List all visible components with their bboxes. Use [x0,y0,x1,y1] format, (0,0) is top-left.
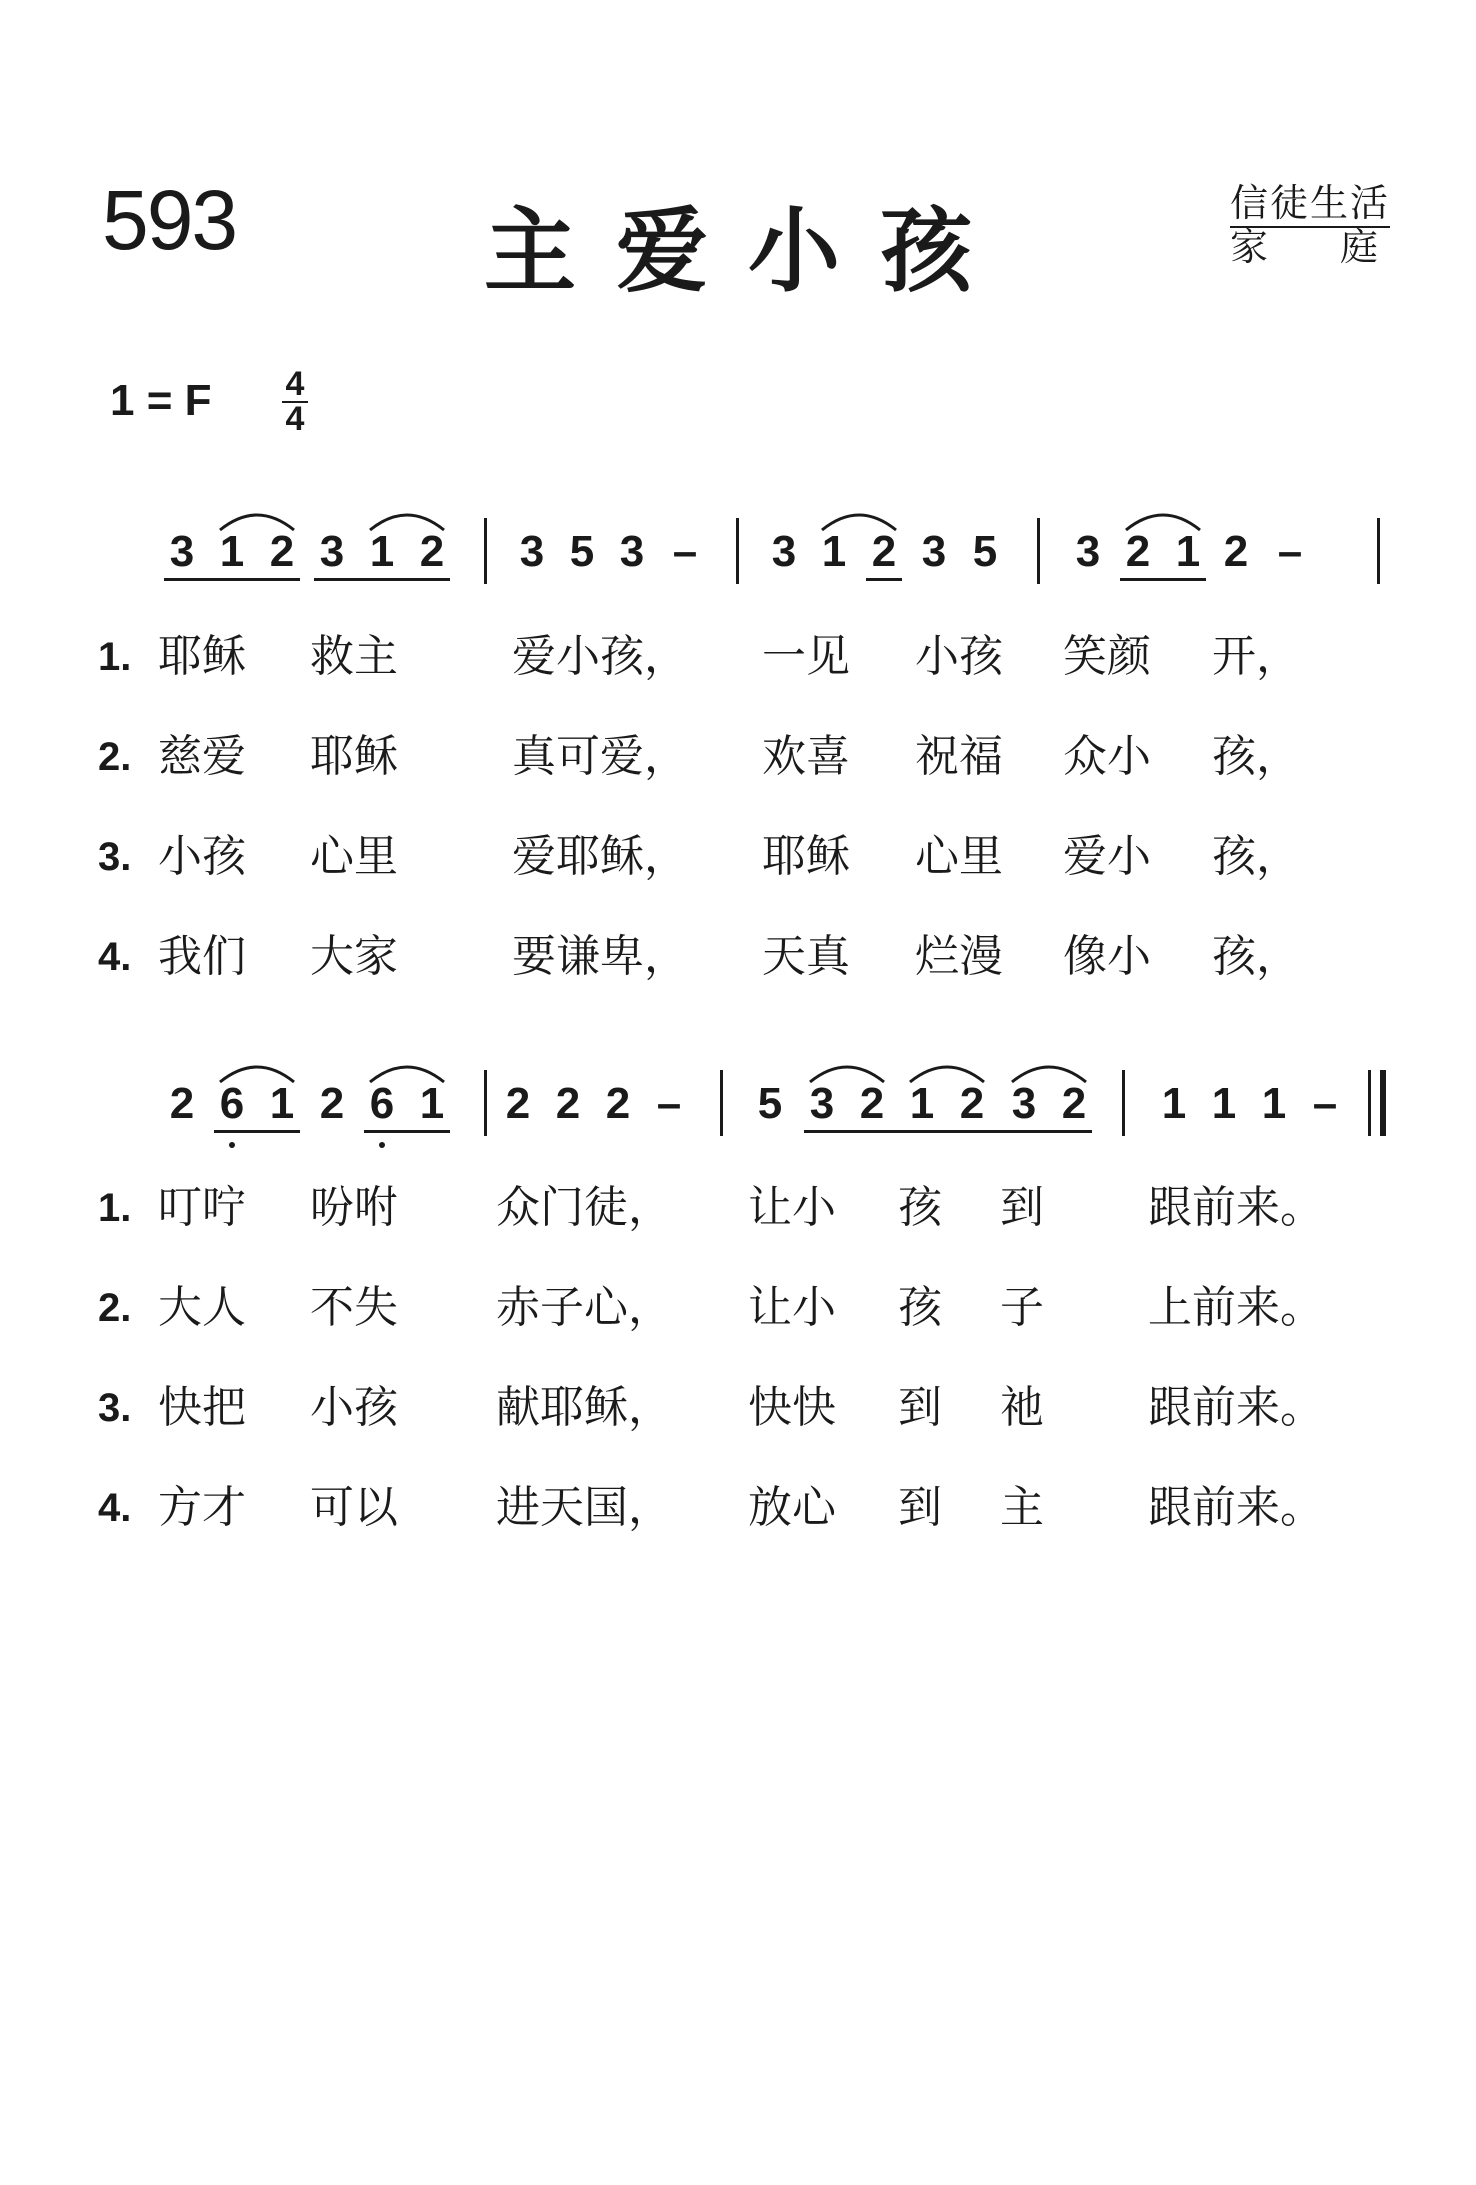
final-barline [1380,1070,1386,1136]
note: 2 [1125,527,1151,576]
lyric-word: 献耶稣， [496,1382,672,1433]
verse-number: 4. [98,935,132,979]
subcategory-left: 家 [1230,225,1269,269]
lyric-word: 爱小孩， [512,631,688,682]
note: – [1277,527,1303,576]
note: 6 [219,1079,245,1128]
lyric-word: 孩， [1212,931,1300,982]
lyric-word: 烂漫 [915,931,1003,982]
lyric-word: 耶稣 [310,731,398,782]
lyric-word: 可以 [310,1482,398,1533]
note: 2 [419,527,445,576]
beam-underline [314,578,450,581]
note: 3 [1011,1079,1037,1128]
lyric-word: 大人 [158,1282,246,1333]
lyric-word: 不失 [310,1282,398,1333]
lyric-word: 放心 [748,1482,836,1533]
note: 3 [771,527,797,576]
beam-underline [804,1130,1092,1133]
lyric-word: 心里 [915,831,1003,882]
lyric-word: 到 [898,1382,942,1433]
verse-number: 1. [98,1186,132,1230]
lyric-word: 像小 [1063,931,1151,982]
note: 1 [419,1079,445,1128]
lyric-word: 欢喜 [762,731,850,782]
lyric-word: 爱耶稣， [512,831,688,882]
beam-underline [866,578,902,581]
barline [1037,518,1040,584]
barline [1377,518,1380,584]
note: 2 [605,1079,631,1128]
lyric-word: 大家 [310,931,398,982]
lyric-word: 快快 [748,1382,836,1433]
note: 2 [555,1079,581,1128]
lyric-word: 祝福 [915,731,1003,782]
lyric-word: 跟前来。 [1148,1482,1324,1533]
note: 2 [269,527,295,576]
lyric-word: 孩， [1212,831,1300,882]
verse-number: 4. [98,1486,132,1530]
note: – [1312,1079,1338,1128]
lyric-word: 跟前来。 [1148,1382,1324,1433]
note: – [672,527,698,576]
note: 3 [169,527,195,576]
beam-underline [364,1130,450,1133]
note: 2 [859,1079,885,1128]
lyric-word: 一见 [762,631,850,682]
note: 1 [269,1079,295,1128]
verse-number: 1. [98,635,132,679]
barline [484,1070,487,1136]
note: 3 [319,527,345,576]
lyric-word: 孩 [898,1182,942,1233]
lyric-word: 叮咛 [158,1182,246,1233]
lyric-word: 天真 [762,931,850,982]
lyric-word: 到 [898,1482,942,1533]
hymn-number: 593 [102,173,237,267]
note: 5 [972,527,998,576]
verse-number: 2. [98,735,132,779]
note: 3 [809,1079,835,1128]
note: 3 [1075,527,1101,576]
barline [720,1070,723,1136]
beam-underline [1120,578,1206,581]
barline [1122,1070,1125,1136]
note: 2 [505,1079,531,1128]
barline [736,518,739,584]
note: 5 [569,527,595,576]
lyric-word: 耶稣 [762,831,850,882]
note: 1 [1175,527,1201,576]
note: 1 [1211,1079,1237,1128]
beam-underline [164,578,300,581]
note: 2 [319,1079,345,1128]
lyric-word: 慈爱 [158,731,246,782]
lyric-word: 爱小 [1063,831,1151,882]
category-label: 信徒生活 [1230,180,1390,228]
lyric-word: 祂 [1000,1382,1044,1433]
lyric-word: 让小 [748,1182,836,1233]
note: 1 [1261,1079,1287,1128]
hymn-title: 主爱小孩 [483,198,1012,305]
note: 2 [959,1079,985,1128]
lyric-word: 救主 [310,631,398,682]
verse-number: 3. [98,835,132,879]
beam-underline [214,1130,300,1133]
lyric-word: 跟前来。 [1148,1182,1324,1233]
note: 2 [169,1079,195,1128]
note: 2 [1223,527,1249,576]
lyric-word: 真可爱， [512,731,688,782]
low-octave-dot [229,1142,235,1148]
time-signature-top: 4 [285,365,305,403]
note: – [656,1079,682,1128]
lyric-word: 耶稣 [158,631,246,682]
verse-number: 3. [98,1386,132,1430]
note: 6 [369,1079,395,1128]
subcategory-right: 庭 [1339,225,1378,269]
lyric-word: 众门徒， [496,1182,672,1233]
note: 3 [619,527,645,576]
lyric-word: 上前来。 [1148,1282,1324,1333]
lyric-word: 快把 [158,1382,246,1433]
lyric-word: 要谦卑， [512,931,688,982]
lyric-word: 我们 [158,931,246,982]
verse-number: 2. [98,1286,132,1330]
note: 5 [757,1079,783,1128]
lyric-word: 众小 [1063,731,1151,782]
lyric-word: 小孩 [158,831,246,882]
lyric-word: 开， [1212,631,1300,682]
lyric-word: 进天国， [496,1482,672,1533]
barline [484,518,487,584]
note: 3 [519,527,545,576]
lyric-word: 吩咐 [310,1182,398,1233]
lyric-word: 方才 [158,1482,246,1533]
lyric-word: 让小 [748,1282,836,1333]
time-signature-bottom: 4 [285,400,305,438]
lyric-word: 小孩 [915,631,1003,682]
lyric-word: 小孩 [310,1382,398,1433]
key-signature: 1 = F [110,376,212,425]
note: 1 [219,527,245,576]
lyric-word: 子 [1000,1282,1044,1333]
note: 3 [921,527,947,576]
lyric-word: 心里 [310,831,398,882]
note: 2 [1061,1079,1087,1128]
lyric-word: 到 [1000,1182,1044,1233]
note: 1 [909,1079,935,1128]
note: 1 [821,527,847,576]
lyric-word: 赤子心， [496,1282,672,1333]
lyric-word: 孩 [898,1282,942,1333]
note: 1 [1161,1079,1187,1128]
lyric-word: 孩， [1212,731,1300,782]
lyric-word: 主 [1000,1482,1044,1533]
low-octave-dot [379,1142,385,1148]
note: 1 [369,527,395,576]
note: 2 [871,527,897,576]
barline [1368,1070,1371,1136]
lyric-word: 笑颜 [1063,631,1151,682]
